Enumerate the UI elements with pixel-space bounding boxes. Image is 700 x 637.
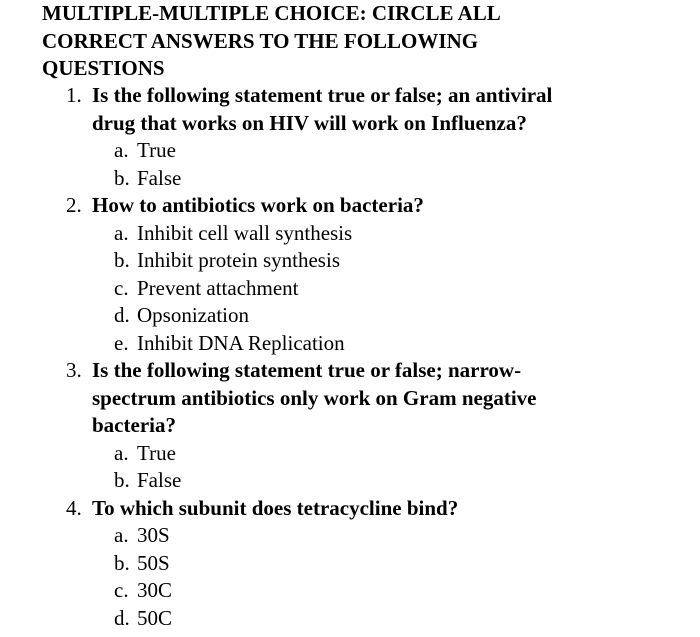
option-letter: b. — [114, 550, 130, 575]
answer-option[interactable] — [0, 577, 700, 605]
option-letter: a. — [114, 138, 129, 162]
option-letter: a. — [114, 523, 129, 547]
question-1 — [0, 82, 700, 192]
question-text: bacteria? — [92, 413, 176, 437]
question-text: How to antibiotics work on bacteria? — [92, 193, 424, 217]
heading-line: QUESTIONS — [42, 56, 165, 80]
question-number: 1. — [66, 83, 82, 107]
option-letter: b. — [114, 165, 130, 190]
heading-line: MULTIPLE-MULTIPLE CHOICE: CIRCLE ALL — [42, 1, 501, 25]
option-letter: c. — [114, 578, 129, 602]
option-text: 30C — [137, 578, 173, 602]
answer-option[interactable] — [0, 467, 700, 495]
answer-option[interactable] — [0, 330, 700, 358]
question-list — [0, 82, 700, 632]
option-letter: a. — [114, 440, 129, 465]
option-letter: c. — [114, 275, 129, 300]
heading-line: CORRECT ANSWERS TO THE FOLLOWING — [42, 28, 479, 53]
answer-option[interactable] — [0, 440, 700, 468]
option-text: 30S — [137, 523, 170, 547]
question-text: drug that works on HIV will work on Influenza? — [92, 110, 527, 135]
answer-option[interactable] — [0, 302, 700, 330]
option-text: Inhibit cell wall synthesis — [137, 220, 353, 245]
answer-option[interactable] — [0, 605, 700, 633]
instructions-heading — [42, 0, 682, 83]
option-letter: e. — [114, 330, 129, 355]
question-2 — [0, 192, 700, 357]
answer-option[interactable] — [0, 522, 700, 550]
question-text: Is the following statement true or false; narrow- — [92, 358, 522, 382]
question-text: Is the following statement true or false; an antiviral — [92, 83, 553, 107]
question-4 — [0, 495, 700, 633]
option-text: Prevent attachment — [137, 275, 299, 300]
answer-option[interactable] — [0, 165, 700, 193]
option-letter: b. — [114, 468, 130, 492]
option-text: Inhibit DNA Replication — [137, 330, 345, 355]
option-text: Inhibit protein synthesis — [137, 248, 340, 272]
question-number: 2. — [66, 193, 82, 217]
answer-option[interactable] — [0, 137, 700, 165]
answer-option[interactable] — [0, 220, 700, 248]
question-text: To which subunit does tetracycline bind? — [92, 495, 459, 520]
option-letter: b. — [114, 248, 130, 272]
question-number: 3. — [66, 358, 82, 382]
option-letter: d. — [114, 605, 130, 630]
answer-option[interactable] — [0, 247, 700, 275]
option-text: False — [137, 468, 182, 492]
option-text: True — [137, 440, 176, 465]
option-text: 50C — [137, 605, 173, 630]
option-letter: a. — [114, 220, 129, 245]
option-text: True — [137, 138, 176, 162]
question-number: 4. — [66, 495, 82, 520]
question-text: spectrum antibiotics only work on Gram negative — [92, 385, 537, 410]
option-text: False — [137, 165, 182, 190]
option-text: Opsonization — [137, 303, 249, 327]
answer-option[interactable] — [0, 275, 700, 303]
question-3 — [0, 357, 700, 495]
answer-option[interactable] — [0, 550, 700, 578]
option-letter: d. — [114, 303, 130, 327]
option-text: 50S — [137, 550, 170, 575]
